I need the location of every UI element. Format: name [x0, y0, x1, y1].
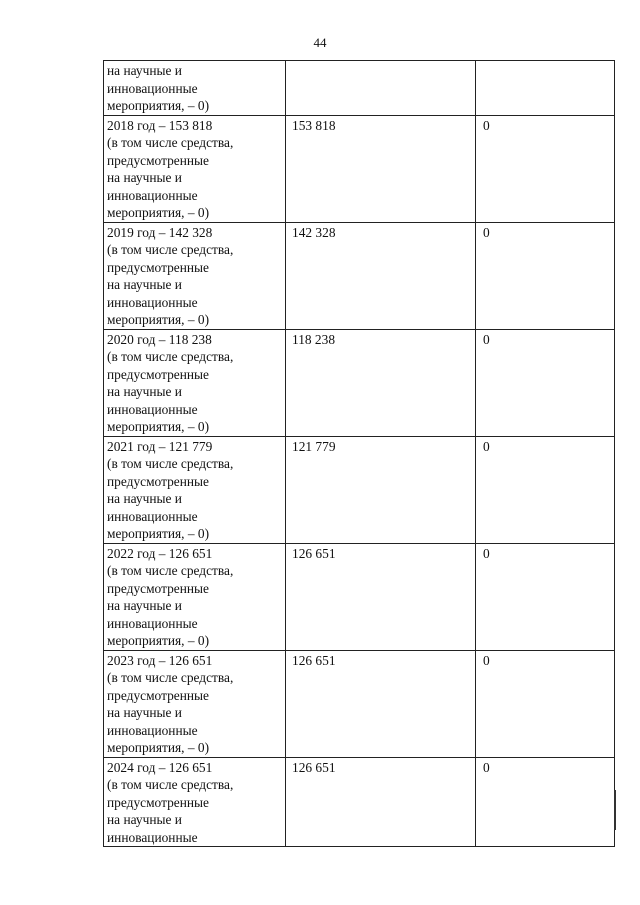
- other-amount-cell: 0: [476, 222, 615, 329]
- amount-cell: 126 651: [286, 650, 476, 757]
- other-amount-cell: [476, 61, 615, 116]
- year-description-cell: 2022 год – 126 651 (в том числе средства, предусмотренные на научные и инновационные мероприятия, – 0): [104, 543, 286, 650]
- table-row: [104, 436, 615, 543]
- table-row: [104, 115, 615, 222]
- table-row: [104, 543, 615, 650]
- other-amount-cell: 0: [476, 757, 615, 847]
- scan-margin-mark: [614, 790, 616, 830]
- amount-cell: [286, 61, 476, 116]
- page-number: 44: [313, 35, 327, 50]
- other-amount-cell: 0: [476, 543, 615, 650]
- other-amount-cell: 0: [476, 650, 615, 757]
- table-row: [104, 650, 615, 757]
- year-description-cell: 2023 год – 126 651 (в том числе средства, предусмотренные на научные и инновационные мероприятия, – 0): [104, 650, 286, 757]
- year-description-cell: 2024 год – 126 651 (в том числе средства, предусмотренные на научные и инновационные: [104, 757, 286, 847]
- year-description-cell: 2020 год – 118 238 (в том числе средства, предусмотренные на научные и инновационные мероприятия, – 0): [104, 329, 286, 436]
- amount-cell: 126 651: [286, 543, 476, 650]
- budget-table: [103, 60, 615, 847]
- year-description-cell: на научные и инновационные мероприятия, – 0): [104, 61, 286, 116]
- table-row: [104, 61, 615, 116]
- table-row: [104, 222, 615, 329]
- amount-cell: 121 779: [286, 436, 476, 543]
- other-amount-cell: 0: [476, 115, 615, 222]
- year-description-cell: 2019 год – 142 328 (в том числе средства, предусмотренные на научные и инновационные мероприятия, – 0): [104, 222, 286, 329]
- year-description-cell: 2018 год – 153 818 (в том числе средства, предусмотренные на научные и инновационные мероприятия, – 0): [104, 115, 286, 222]
- other-amount-cell: 0: [476, 436, 615, 543]
- table-row: [104, 329, 615, 436]
- year-description-cell: 2021 год – 121 779 (в том числе средства, предусмотренные на научные и инновационные мероприятия, – 0): [104, 436, 286, 543]
- table-row: [104, 757, 615, 847]
- amount-cell: 126 651: [286, 757, 476, 847]
- amount-cell: 142 328: [286, 222, 476, 329]
- amount-cell: 153 818: [286, 115, 476, 222]
- amount-cell: 118 238: [286, 329, 476, 436]
- other-amount-cell: 0: [476, 329, 615, 436]
